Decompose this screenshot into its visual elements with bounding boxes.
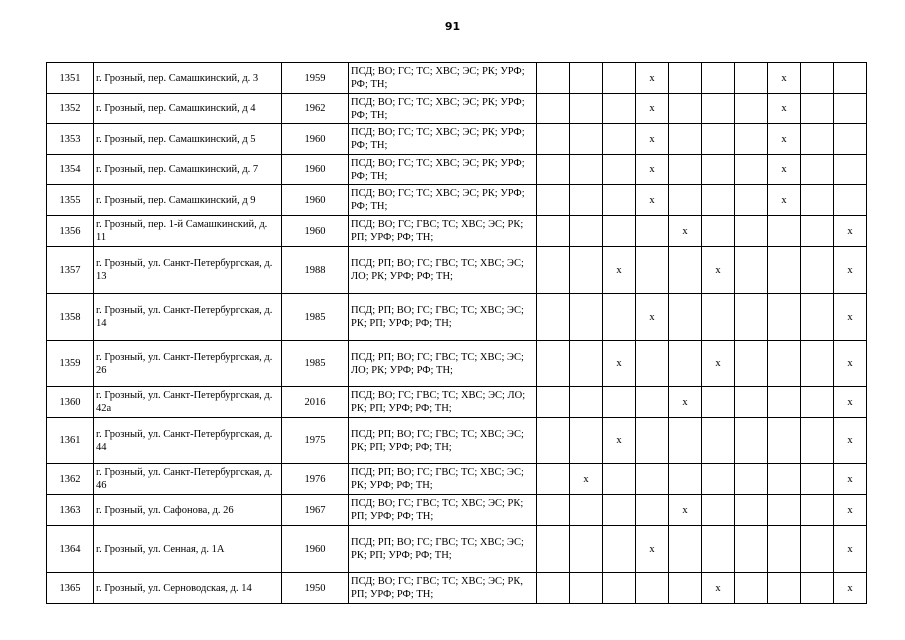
mark-cell-5: [669, 418, 702, 464]
engineering-systems: ПСД; ВО; ГС; ТС; ХВС; ЭС; РК; УРФ; РФ; ТН;: [349, 185, 537, 216]
building-address: г. Грозный, ул. Санкт-Петербургская, д. 14: [94, 294, 282, 341]
row-number: 1354: [47, 155, 94, 185]
construction-year: 1959: [282, 63, 349, 94]
mark-cell-4: [636, 247, 669, 294]
mark-cell-1: [537, 387, 570, 418]
engineering-systems: ПСД; РП; ВО; ГС; ГВС; ТС; ХВС; ЭС; РК; РП; УРФ; РФ; ТН;: [349, 526, 537, 573]
building-address: г. Грозный, ул. Сенная, д. 1А: [94, 526, 282, 573]
mark-cell-1: [537, 185, 570, 216]
mark-cell-6: [702, 495, 735, 526]
mark-cell-9: [801, 216, 834, 247]
mark-cell-4: [636, 216, 669, 247]
mark-cell-1: [537, 495, 570, 526]
mark-cell-10: [834, 185, 867, 216]
construction-year: 1960: [282, 185, 349, 216]
construction-year: 1976: [282, 464, 349, 495]
mark-cell-2: [570, 247, 603, 294]
construction-year: 1960: [282, 124, 349, 155]
construction-year: 1960: [282, 155, 349, 185]
mark-cell-5: [669, 94, 702, 124]
table-row: [47, 573, 867, 604]
mark-cell-5: x: [669, 495, 702, 526]
table-row: [47, 418, 867, 464]
mark-cell-9: [801, 573, 834, 604]
mark-cell-2: [570, 341, 603, 387]
construction-year: 1985: [282, 341, 349, 387]
mark-cell-2: [570, 573, 603, 604]
building-address: г. Грозный, ул. Санкт-Петербургская, д. 46: [94, 464, 282, 495]
mark-cell-2: [570, 94, 603, 124]
mark-cell-4: [636, 341, 669, 387]
engineering-systems: ПСД; РП; ВО; ГС; ГВС; ТС; ХВС; ЭС; ЛО; РК; УРФ; РФ; ТН;: [349, 341, 537, 387]
building-address: г. Грозный, пер. Самашкинский, д 5: [94, 124, 282, 155]
row-number: 1351: [47, 63, 94, 94]
mark-cell-10: [834, 63, 867, 94]
construction-year: 1960: [282, 216, 349, 247]
mark-cell-9: [801, 155, 834, 185]
mark-cell-7: [735, 155, 768, 185]
building-address: г. Грозный, ул. Санкт-Петербургская, д. 26: [94, 341, 282, 387]
mark-cell-10: x: [834, 464, 867, 495]
mark-cell-5: [669, 294, 702, 341]
mark-cell-9: [801, 94, 834, 124]
mark-cell-3: [603, 294, 636, 341]
mark-cell-1: [537, 124, 570, 155]
mark-cell-4: x: [636, 294, 669, 341]
mark-cell-8: x: [768, 124, 801, 155]
table-row: [47, 247, 867, 294]
mark-cell-9: [801, 124, 834, 155]
mark-cell-6: [702, 418, 735, 464]
table-row: [47, 216, 867, 247]
mark-cell-8: x: [768, 155, 801, 185]
mark-cell-7: [735, 94, 768, 124]
mark-cell-9: [801, 185, 834, 216]
mark-cell-4: [636, 495, 669, 526]
table-row: [47, 124, 867, 155]
mark-cell-5: [669, 526, 702, 573]
mark-cell-3: [603, 155, 636, 185]
mark-cell-7: [735, 247, 768, 294]
mark-cell-4: x: [636, 124, 669, 155]
mark-cell-4: [636, 464, 669, 495]
building-address: г. Грозный, ул. Санкт-Петербургская, д. 13: [94, 247, 282, 294]
row-number: 1353: [47, 124, 94, 155]
mark-cell-1: [537, 573, 570, 604]
mark-cell-8: x: [768, 94, 801, 124]
mark-cell-6: [702, 387, 735, 418]
mark-cell-7: [735, 464, 768, 495]
mark-cell-2: [570, 63, 603, 94]
table-row: [47, 155, 867, 185]
mark-cell-6: [702, 216, 735, 247]
mark-cell-3: [603, 387, 636, 418]
table-row: [47, 185, 867, 216]
mark-cell-10: x: [834, 418, 867, 464]
mark-cell-4: [636, 418, 669, 464]
mark-cell-10: x: [834, 573, 867, 604]
mark-cell-8: x: [768, 185, 801, 216]
construction-year: 2016: [282, 387, 349, 418]
mark-cell-5: [669, 573, 702, 604]
mark-cell-6: [702, 94, 735, 124]
table-row: [47, 387, 867, 418]
mark-cell-2: [570, 216, 603, 247]
mark-cell-9: [801, 294, 834, 341]
table-row: [47, 526, 867, 573]
building-address: г. Грозный, пер. 1-й Самашкинский, д. 11: [94, 216, 282, 247]
mark-cell-7: [735, 294, 768, 341]
mark-cell-9: [801, 418, 834, 464]
mark-cell-6: x: [702, 573, 735, 604]
mark-cell-2: [570, 155, 603, 185]
mark-cell-1: [537, 63, 570, 94]
construction-year: 1960: [282, 526, 349, 573]
mark-cell-4: [636, 573, 669, 604]
housing-register-table: [46, 62, 867, 604]
engineering-systems: ПСД; ВО; ГС; ТС; ХВС; ЭС; РК; УРФ; РФ; ТН;: [349, 63, 537, 94]
mark-cell-3: [603, 573, 636, 604]
row-number: 1362: [47, 464, 94, 495]
mark-cell-5: [669, 247, 702, 294]
engineering-systems: ПСД; ВО; ГС; ТС; ХВС; ЭС; РК; УРФ; РФ; ТН;: [349, 155, 537, 185]
mark-cell-2: [570, 526, 603, 573]
mark-cell-6: [702, 185, 735, 216]
mark-cell-2: [570, 185, 603, 216]
mark-cell-10: x: [834, 526, 867, 573]
mark-cell-9: [801, 63, 834, 94]
mark-cell-9: [801, 495, 834, 526]
construction-year: 1962: [282, 94, 349, 124]
mark-cell-2: [570, 495, 603, 526]
mark-cell-10: x: [834, 341, 867, 387]
building-address: г. Грозный, ул. Сафонова, д. 26: [94, 495, 282, 526]
mark-cell-6: [702, 294, 735, 341]
engineering-systems: ПСД; ВО; ГС; ТС; ХВС; ЭС; РК; УРФ; РФ; ТН;: [349, 124, 537, 155]
engineering-systems: ПСД; РП; ВО; ГС; ГВС; ТС; ХВС; ЭС; РК; УРФ; РФ; ТН;: [349, 464, 537, 495]
table-row: [47, 294, 867, 341]
mark-cell-1: [537, 216, 570, 247]
mark-cell-8: x: [768, 63, 801, 94]
mark-cell-1: [537, 247, 570, 294]
row-number: 1360: [47, 387, 94, 418]
mark-cell-10: x: [834, 387, 867, 418]
mark-cell-10: [834, 124, 867, 155]
mark-cell-7: [735, 573, 768, 604]
row-number: 1365: [47, 573, 94, 604]
row-number: 1352: [47, 94, 94, 124]
building-address: г. Грозный, пер. Самашкинский, д 9: [94, 185, 282, 216]
mark-cell-7: [735, 387, 768, 418]
row-number: 1355: [47, 185, 94, 216]
mark-cell-1: [537, 294, 570, 341]
mark-cell-2: [570, 124, 603, 155]
mark-cell-8: [768, 573, 801, 604]
mark-cell-5: x: [669, 216, 702, 247]
mark-cell-3: [603, 63, 636, 94]
mark-cell-10: x: [834, 495, 867, 526]
engineering-systems: ПСД; ВО; ГС; ТС; ХВС; ЭС; РК; УРФ; РФ; ТН;: [349, 94, 537, 124]
mark-cell-3: [603, 526, 636, 573]
mark-cell-7: [735, 216, 768, 247]
mark-cell-6: [702, 155, 735, 185]
construction-year: 1967: [282, 495, 349, 526]
mark-cell-2: [570, 387, 603, 418]
mark-cell-5: x: [669, 387, 702, 418]
engineering-systems: ПСД; РП; ВО; ГС; ГВС; ТС; ХВС; ЭС; РК; РП; УРФ; РФ; ТН;: [349, 294, 537, 341]
building-address: г. Грозный, пер. Самашкинский, д. 3: [94, 63, 282, 94]
mark-cell-9: [801, 387, 834, 418]
mark-cell-10: x: [834, 247, 867, 294]
mark-cell-7: [735, 124, 768, 155]
mark-cell-8: [768, 495, 801, 526]
mark-cell-8: [768, 464, 801, 495]
mark-cell-3: x: [603, 418, 636, 464]
mark-cell-10: x: [834, 216, 867, 247]
row-number: 1361: [47, 418, 94, 464]
mark-cell-8: [768, 526, 801, 573]
building-address: г. Грозный, пер. Самашкинский, д. 7: [94, 155, 282, 185]
engineering-systems: ПСД; ВО; ГС; ГВС; ТС; ХВС; ЭС; ЛО; РК; РП; УРФ; РФ; ТН;: [349, 387, 537, 418]
engineering-systems: ПСД; ВО; ГС; ГВС; ТС; ХВС; ЭС; РК; РП; УРФ; РФ; ТН;: [349, 495, 537, 526]
row-number: 1357: [47, 247, 94, 294]
mark-cell-9: [801, 464, 834, 495]
mark-cell-4: [636, 387, 669, 418]
mark-cell-5: [669, 155, 702, 185]
mark-cell-4: x: [636, 155, 669, 185]
mark-cell-5: [669, 464, 702, 495]
mark-cell-7: [735, 63, 768, 94]
mark-cell-3: [603, 124, 636, 155]
engineering-systems: ПСД; ВО; ГС; ГВС; ТС; ХВС; ЭС; РК; РП; УРФ; РФ; ТН;: [349, 216, 537, 247]
mark-cell-4: x: [636, 94, 669, 124]
construction-year: 1988: [282, 247, 349, 294]
mark-cell-3: [603, 216, 636, 247]
mark-cell-7: [735, 526, 768, 573]
mark-cell-8: [768, 418, 801, 464]
row-number: 1363: [47, 495, 94, 526]
building-address: г. Грозный, ул. Санкт-Петербургская, д. 42а: [94, 387, 282, 418]
mark-cell-8: [768, 341, 801, 387]
mark-cell-6: x: [702, 341, 735, 387]
table-row: [47, 464, 867, 495]
building-address: г. Грозный, ул. Серноводская, д. 14: [94, 573, 282, 604]
mark-cell-3: [603, 495, 636, 526]
mark-cell-8: [768, 387, 801, 418]
mark-cell-1: [537, 418, 570, 464]
construction-year: 1950: [282, 573, 349, 604]
mark-cell-1: [537, 341, 570, 387]
mark-cell-4: x: [636, 63, 669, 94]
mark-cell-6: [702, 464, 735, 495]
mark-cell-3: [603, 464, 636, 495]
mark-cell-5: [669, 185, 702, 216]
row-number: 1359: [47, 341, 94, 387]
mark-cell-3: [603, 94, 636, 124]
mark-cell-6: [702, 124, 735, 155]
mark-cell-1: [537, 155, 570, 185]
row-number: 1358: [47, 294, 94, 341]
mark-cell-10: [834, 155, 867, 185]
mark-cell-4: x: [636, 526, 669, 573]
mark-cell-6: [702, 63, 735, 94]
row-number: 1356: [47, 216, 94, 247]
mark-cell-3: [603, 185, 636, 216]
engineering-systems: ПСД; ВО; ГС; ГВС; ТС; ХВС; ЭС; РК, РП; УРФ; РФ; ТН;: [349, 573, 537, 604]
mark-cell-9: [801, 247, 834, 294]
mark-cell-7: [735, 185, 768, 216]
mark-cell-7: [735, 495, 768, 526]
row-number: 1364: [47, 526, 94, 573]
mark-cell-10: x: [834, 294, 867, 341]
table-row: [47, 495, 867, 526]
construction-year: 1975: [282, 418, 349, 464]
mark-cell-3: x: [603, 247, 636, 294]
table-row: [47, 341, 867, 387]
mark-cell-2: [570, 418, 603, 464]
mark-cell-10: [834, 94, 867, 124]
mark-cell-5: [669, 124, 702, 155]
mark-cell-1: [537, 464, 570, 495]
mark-cell-5: [669, 341, 702, 387]
mark-cell-8: [768, 247, 801, 294]
engineering-systems: ПСД; РП; ВО; ГС; ГВС; ТС; ХВС; ЭС; РК; РП; УРФ; РФ; ТН;: [349, 418, 537, 464]
mark-cell-1: [537, 94, 570, 124]
mark-cell-4: x: [636, 185, 669, 216]
mark-cell-8: [768, 294, 801, 341]
mark-cell-8: [768, 216, 801, 247]
mark-cell-2: [570, 294, 603, 341]
table-row: [47, 94, 867, 124]
mark-cell-1: [537, 526, 570, 573]
table-row: [47, 63, 867, 94]
construction-year: 1985: [282, 294, 349, 341]
mark-cell-9: [801, 526, 834, 573]
mark-cell-6: [702, 526, 735, 573]
page-number: 91: [444, 20, 461, 33]
building-address: г. Грозный, пер. Самашкинский, д 4: [94, 94, 282, 124]
mark-cell-9: [801, 341, 834, 387]
mark-cell-5: [669, 63, 702, 94]
engineering-systems: ПСД; РП; ВО; ГС; ГВС; ТС; ХВС; ЭС; ЛО; РК; УРФ; РФ; ТН;: [349, 247, 537, 294]
mark-cell-6: x: [702, 247, 735, 294]
mark-cell-7: [735, 418, 768, 464]
building-address: г. Грозный, ул. Санкт-Петербургская, д. 44: [94, 418, 282, 464]
mark-cell-3: x: [603, 341, 636, 387]
mark-cell-7: [735, 341, 768, 387]
mark-cell-2: x: [570, 464, 603, 495]
